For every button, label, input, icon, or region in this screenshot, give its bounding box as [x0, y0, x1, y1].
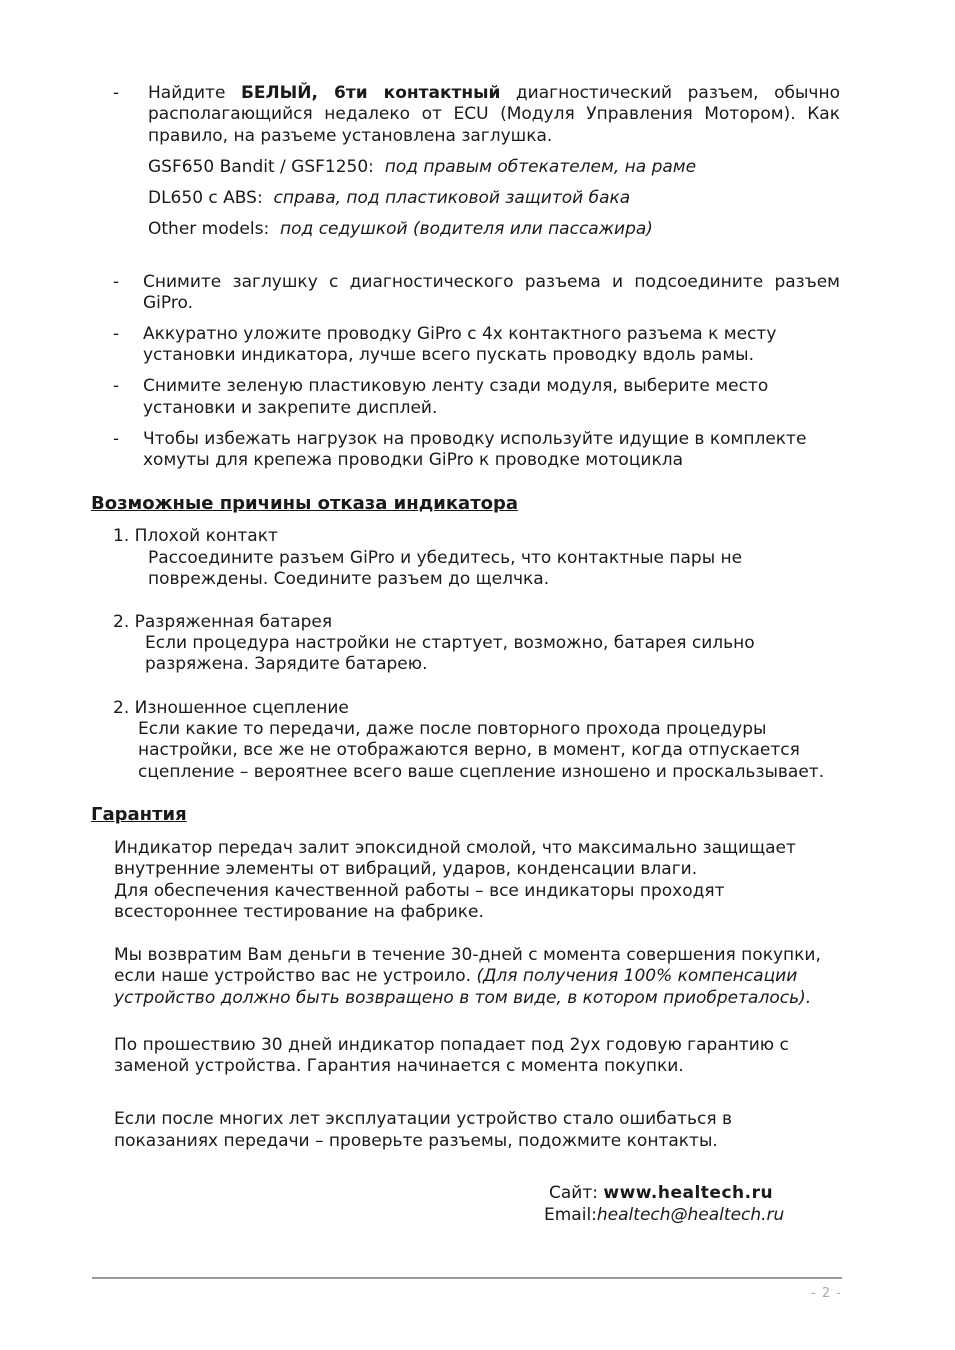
page-number: - 2 - — [811, 1286, 842, 1301]
warranty-p4-line-1: Если после многих лет эксплуатации устройство стало ошибаться в — [114, 1109, 732, 1129]
footer-divider — [92, 1277, 842, 1279]
failure-3-text-2: настройки, все же не отображаются верно, в момент, когда отпускается — [138, 740, 800, 760]
step-1-line-1 — [148, 82, 840, 104]
bullet-dash: - — [113, 272, 120, 292]
failure-2-text-1: Если процедура настройки не стартует, возможно, батарея сильно — [145, 633, 755, 653]
warranty-p1-line-2: внутренние элементы от вибраций, ударов, конденсации влаги. — [114, 859, 698, 879]
location-gsf — [148, 156, 696, 178]
location-place: под седушкой (водителя или пассажира) — [280, 219, 653, 239]
warranty-heading: Гарантия — [91, 804, 187, 825]
step-5-line-2: хомуты для крепежа проводки GiPro к проводке мотоцикла — [143, 450, 684, 470]
step-4-line-2: установки и закрепите дисплей. — [143, 398, 438, 418]
failure-1-title: 1. Плохой контакт — [113, 526, 278, 546]
warranty-p2-line-1: Мы возвратим Вам деньги в течение 30-дней с момента совершения покупки, — [114, 945, 821, 965]
step-3-line-1: Аккуратно уложите проводку GiPro с 4х контактного разъема к месту — [143, 324, 777, 344]
contact-email — [544, 1204, 784, 1226]
warranty-p3-line-1: По прошествию 30 дней индикатор попадает под 2ух годовую гарантию с — [114, 1035, 789, 1055]
step-4-line-1: Снимите зеленую пластиковую ленту сзади модуля, выберите место — [143, 376, 769, 396]
step-1-line-3: правило, на разъеме установлена заглушка. — [148, 126, 553, 146]
site-link[interactable]: www.healtech.ru — [603, 1183, 774, 1203]
step-5-line-1: Чтобы избежать нагрузок на проводку используйте идущие в комплекте — [143, 429, 807, 449]
warranty-p1-line-1: Индикатор передач залит эпоксидной смолой, что максимально защищает — [114, 838, 796, 858]
failure-3-title: 2. Изношенное сцепление — [113, 698, 349, 718]
step-3-line-2: установки индикатора, лучше всего пускать проводку вдоль рамы. — [143, 345, 754, 365]
refund-note: (Для получения 100% компенсации — [476, 966, 798, 986]
step-2-line-1: Снимите заглушку с диагностического разъема и подсоедините разъем — [143, 272, 840, 292]
email-label: Email: — [544, 1205, 597, 1225]
failure-1-text-2: повреждены. Соедините разъем до щелчка. — [148, 569, 550, 589]
location-place: под правым обтекателем, на раме — [384, 157, 697, 177]
site-label: Сайт: — [549, 1183, 598, 1203]
step-1-line-2: располагающийся недалеко от ECU (Модуля Управления Мотором). Как — [148, 104, 840, 124]
bullet-dash: - — [113, 324, 120, 344]
email-link[interactable]: healtech@healtech.ru — [596, 1205, 785, 1225]
location-other — [148, 218, 653, 240]
warranty-p4-line-2: показаниях передачи – проверьте разъемы, подожмите контакты. — [114, 1131, 718, 1151]
location-model: DL650 с ABS: — [148, 188, 263, 208]
warranty-p1-line-4: всестороннее тестирование на фабрике. — [114, 902, 484, 922]
failures-heading: Возможные причины отказа индикатора — [91, 493, 519, 514]
step-2-line-2: GiPro. — [143, 293, 193, 313]
contact-site — [549, 1182, 773, 1204]
bullet-dash: - — [113, 83, 120, 103]
step-1-prefix: Найдите — [148, 83, 226, 103]
step-1-bold: БЕЛЫЙ, 6ти контактный — [240, 83, 501, 103]
warranty-p3-line-2: заменой устройства. Гарантия начинается с момента покупки. — [114, 1056, 684, 1076]
bullet-dash: - — [113, 376, 120, 396]
location-model: GSF650 Bandit / GSF1250: — [148, 157, 374, 177]
step-1-suffix: диагностический разъем, обычно — [515, 83, 840, 103]
refund-text: если наше устройство вас не устроило. — [114, 966, 472, 986]
failure-3-text-3: сцепление – вероятнее всего ваше сцепление изношено и проскальзывает. — [138, 762, 825, 782]
failure-2-title: 2. Разряженная батарея — [113, 612, 333, 632]
location-place: справа, под пластиковой защитой бака — [273, 188, 631, 208]
location-dl650 — [148, 187, 630, 209]
warranty-p2-line-3: устройство должно быть возвращено в том виде, в котором приобреталось). — [114, 988, 812, 1008]
failure-1-text-1: Рассоедините разъем GiPro и убедитесь, что контактные пары не — [148, 548, 743, 568]
location-model: Other models: — [148, 219, 270, 239]
bullet-dash: - — [113, 429, 120, 449]
warranty-p1-line-3: Для обеспечения качественной работы – все индикаторы проходят — [114, 881, 725, 901]
failure-3-text-1: Если какие то передачи, даже после повторного прохода процедуры — [138, 719, 767, 739]
failure-2-text-2: разряжена. Зарядите батарею. — [145, 654, 428, 674]
warranty-p2-line-2 — [114, 965, 797, 987]
